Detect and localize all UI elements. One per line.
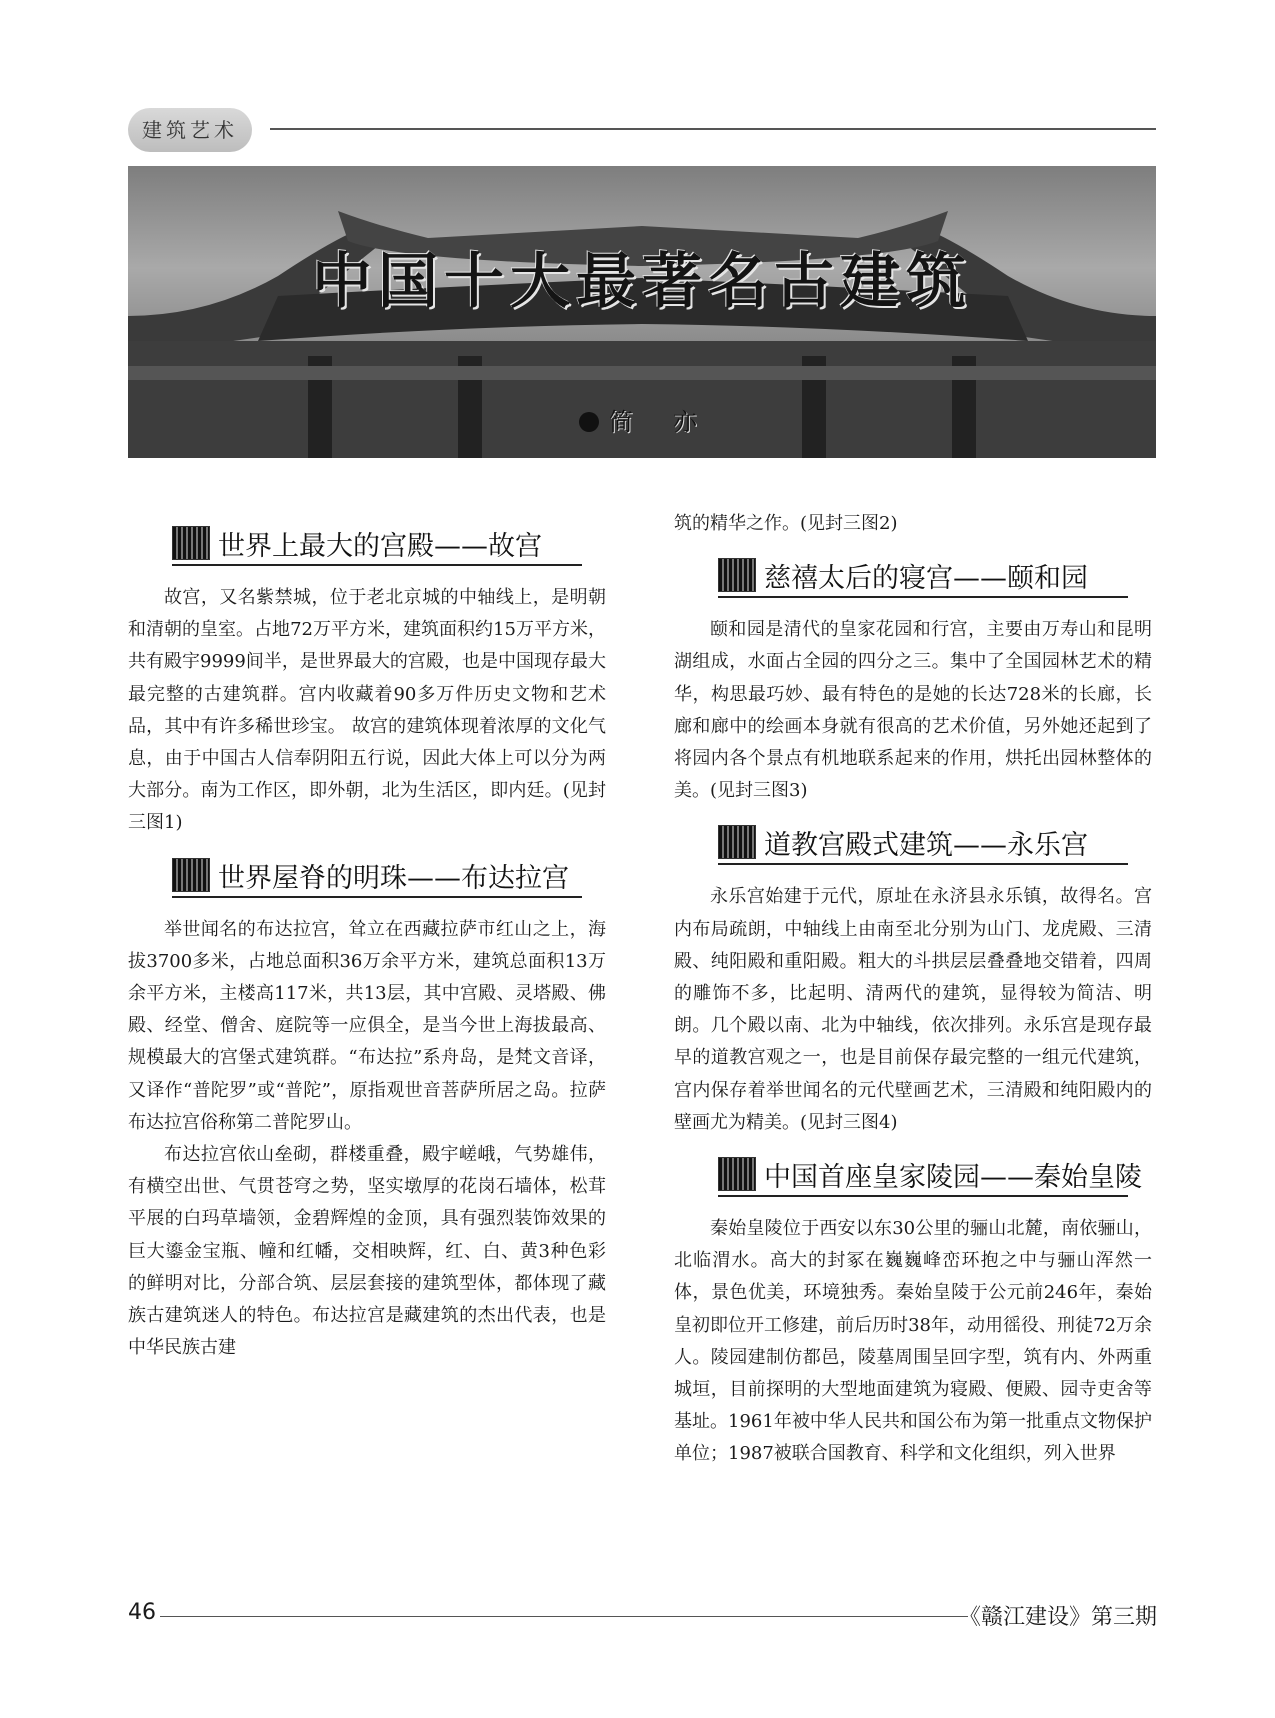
title-banner bbox=[128, 166, 1156, 458]
skyline-icon bbox=[172, 858, 210, 892]
paragraph: 永乐宫始建于元代，原址在永济县永乐镇，故得名。宫内布局疏朗，中轴线上由南至北分别为山门、龙虎殿、三清殿、纯阳殿和重阳殿。粗大的斗拱层层叠叠地交错着，四周的雕饰不多，比起明、清两代的建筑，显得较为简洁、明朗。几个殿以南、北为中轴线，依次排列。永乐宫是现存最早的道教宫观之一，也是目前保存最完整的一组元代建筑，宫内保存着举世闻名的元代壁画艺术，三清殿和纯阳殿内的壁画尤为精美。(见封三图4) bbox=[674, 886, 1152, 1133]
paragraph: 布达拉宫依山垒砌，群楼重叠，殿宇嵯峨，气势雄伟，有横空出世、气贯苍穹之势，坚实墩厚的花岗石墙体，松茸平展的白玛草墙领，金碧辉煌的金顶，具有强烈装饰效果的巨大鎏金宝瓶、幢和红幡，交相映辉，红、白、黄3种色彩的鲜明对比，分部合筑、层层套接的建筑型体，都体现了藏族古建筑迷人的特色。布达拉宫是藏建筑的杰出代表，也是中华民族古建 bbox=[128, 1144, 606, 1359]
section-heading: 世界上最大的宫殿——故宫 bbox=[172, 522, 582, 566]
section-heading: 世界屋脊的明珠——布达拉宫 bbox=[172, 854, 582, 898]
section-heading: 道教宫殿式建筑——永乐宫 bbox=[718, 821, 1128, 865]
paragraph: 故宫，又名紫禁城，位于老北京城的中轴线上，是明朝和清朝的皇室。占地72万平方米，建筑面积约15万平方米，共有殿宇9999间半，是世界最大的宫殿，也是中国现存最大最完整的古建筑群。宫内收藏着90多万件历史文物和艺术品，其中有许多稀世珍宝。 故宫的建筑体现着浓厚的文化气息，由于中国古人信奉阴阳五行说，因此大体上可以分为两大部分。南为工作区，即外朝，北为生活区，即内廷。(见封三图1) bbox=[128, 587, 606, 834]
article-title: 中国十大最著名古建筑 bbox=[312, 247, 972, 317]
paragraph-continuation: 筑的精华之作。(见封三图2) bbox=[674, 513, 898, 534]
skyline-icon bbox=[718, 1157, 756, 1191]
left-column bbox=[128, 508, 606, 1364]
header-rule bbox=[270, 128, 1156, 130]
author-byline: 简 亦 bbox=[128, 402, 1156, 437]
paragraph: 颐和园是清代的皇家花园和行宫，主要由万寿山和昆明湖组成，水面占全园的四分之三。集中了全国园林艺术的精华，构思最巧妙、最有特色的是她的长达728米的长廊，长廊和廊中的绘画本身就有很高的艺术价值，另外她还起到了将园内各个景点有机地联系起来的作用，烘托出园林整体的美。(见封三图3) bbox=[674, 619, 1152, 802]
page-number: 46 bbox=[128, 1600, 156, 1625]
right-column bbox=[674, 508, 1152, 1471]
section-heading: 慈禧太后的寝宫——颐和园 bbox=[718, 554, 1128, 598]
journal-name: 《赣江建设》第三期 bbox=[958, 1605, 1157, 1630]
section-tag: 建筑艺术 bbox=[128, 108, 252, 152]
paragraph: 举世闻名的布达拉宫，耸立在西藏拉萨市红山之上，海拔3700多米，占地总面积36万余平方米，建筑总面积13万余平方米，主楼高117米，共13层，其中宫殿、灵塔殿、佛殿、经堂、僧舍、庭院等一应俱全，是当今世上海拔最高、规模最大的宫堡式建筑群。“布达拉”系舟岛，是梵文音译，又译作“普陀罗”或“普陀”，原指观世音菩萨所居之岛。拉萨布达拉宫俗称第二普陀罗山。 bbox=[128, 918, 606, 1133]
skyline-icon bbox=[718, 558, 756, 592]
section-heading: 中国首座皇家陵园——秦始皇陵 bbox=[718, 1153, 1128, 1197]
skyline-icon bbox=[172, 526, 210, 560]
bullet-icon bbox=[579, 412, 599, 432]
paragraph: 秦始皇陵位于西安以东30公里的骊山北麓，南依骊山，北临渭水。高大的封冢在巍巍峰峦环抱之中与骊山浑然一体，景色优美，环境独秀。秦始皇陵于公元前246年，秦始皇初即位开工修建，前后历时38年，动用徭役、刑徒72万余人。陵园建制仿都邑，陵墓周围呈回字型，筑有内、外两重城垣，目前探明的大型地面建筑为寝殿、便殿、园寺吏舍等基址。1961年被中华人民共和国公布为第一批重点文物保护单位；1987被联合国教育、科学和文化组织，列入世界 bbox=[674, 1218, 1152, 1465]
skyline-icon bbox=[718, 825, 756, 859]
footer-rule bbox=[160, 1616, 968, 1617]
